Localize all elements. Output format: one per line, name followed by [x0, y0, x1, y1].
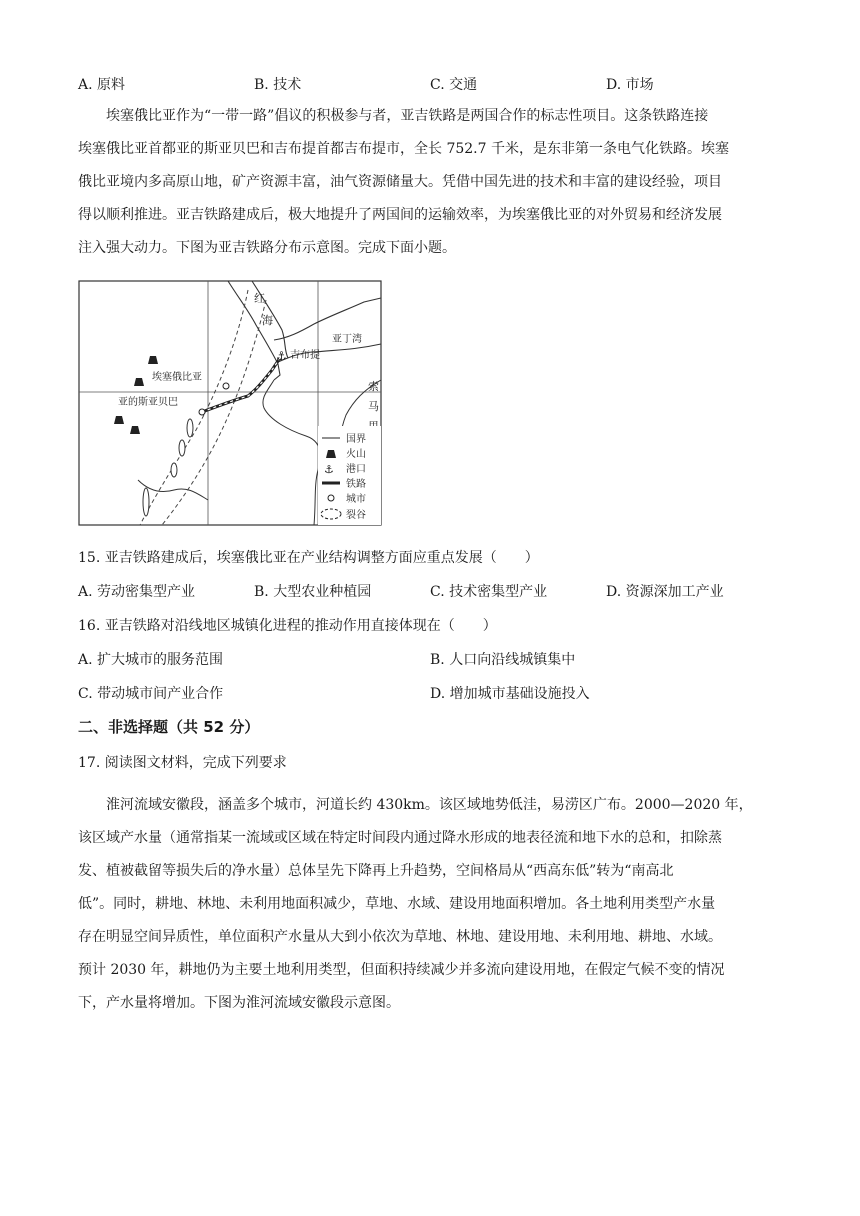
legend-city: 城市: [346, 494, 366, 505]
q16-option-b: B. 人口向沿线城镇集中: [430, 652, 576, 668]
q17-stem: 17. 阅读图文材料，完成下列要求: [78, 755, 287, 771]
q15-option-b: B. 大型农业种植园: [254, 584, 372, 600]
label-red-sea-1: 红: [254, 292, 265, 305]
lake: [171, 463, 177, 477]
label-red-sea-2: 海: [262, 314, 273, 327]
legend-railway: 铁路: [346, 479, 366, 490]
q14-option-c: C. 交通: [430, 77, 478, 93]
passage-line: 低”。同时，耕地、林地、未利用地面积减少，草地、水域、建设用地面积增加。各土地利用类型产水量: [78, 896, 716, 912]
passage-line: 淮河流域安徽段，涵盖多个城市，河道长约 430km。该区域地势低洼，易涝区广布。2000—2020 年，: [106, 797, 753, 813]
legend-city-symbol: [328, 495, 334, 501]
label-somalia-1: 索: [368, 380, 379, 393]
section-heading: 二、非选择题（共 52 分）: [78, 718, 260, 736]
q16-option-d: D. 增加城市基础设施投入: [430, 686, 590, 702]
passage-line: 埃塞俄比亚首都亚的斯亚贝巴和吉布提首都吉布提市，全长 752.7 千米，是东非第一条电气化铁路。埃塞: [78, 141, 729, 157]
city: [223, 383, 229, 389]
passage-line: 下，产水量将增加。下图为淮河流域安徽段示意图。: [78, 995, 400, 1011]
passage-line: 埃塞俄比亚作为“一带一路”倡议的积极参与者，亚吉铁路是两国合作的标志性项目。这条铁路连接: [106, 108, 709, 124]
railway-map-svg: [78, 280, 384, 528]
passage-railway: [78, 100, 784, 265]
passage-line: 该区域产水量（通常指某一流域或区域在特定时间段内通过降水形成的地表径流和地下水的总和，扣除蒸: [78, 830, 722, 846]
passage-huaihe: [78, 789, 784, 1020]
lake: [187, 419, 193, 437]
railway-map: [78, 280, 384, 528]
legend-port-icon: ⚓: [324, 463, 334, 476]
lake: [143, 488, 149, 516]
label-djibouti: 吉布提: [290, 350, 320, 361]
q14-option-d: D. 市场: [606, 77, 654, 93]
q16-option-a: A. 扩大城市的服务范围: [78, 652, 224, 668]
passage-line: 注入强大动力。下图为亚吉铁路分布示意图。完成下面小题。: [78, 240, 456, 256]
q14-option-a: A. 原料: [78, 77, 126, 93]
label-gulf: 亚丁湾: [332, 334, 362, 345]
q14-option-b: B. 技术: [254, 77, 302, 93]
legend-border: 国界: [346, 434, 366, 445]
passage-line: 得以顺利推进。亚吉铁路建成后，极大地提升了两国间的运输效率，为埃塞俄比亚的对外贸易和经济发展: [78, 207, 722, 223]
q15-option-a: A. 劳动密集型产业: [78, 584, 196, 600]
legend-port: 港口: [346, 464, 366, 475]
lake: [179, 440, 185, 456]
legend-volcano: 火山: [346, 449, 366, 460]
q15-option-c: C. 技术密集型产业: [430, 584, 548, 600]
passage-line: 俄比亚境内多高原山地，矿产资源丰富，油气资源储量大。凭借中国先进的技术和丰富的建设经验，项目: [78, 174, 722, 190]
label-ethiopia: 埃塞俄比亚: [152, 372, 202, 383]
passage-line: 发、植被截留等损失后的净水量）总体呈先下降再上升趋势，空间格局从“西高东低”转为“南高北: [78, 863, 674, 879]
passage-line: 存在明显空间异质性，单位面积产水量从大到小依次为草地、林地、建设用地、未利用地、耕地、水域。: [78, 929, 722, 945]
port-icon: ⚓: [276, 349, 287, 363]
q16-option-c: C. 带动城市间产业合作: [78, 686, 224, 702]
legend-rift: 裂谷: [346, 510, 366, 521]
passage-line: 预计 2030 年，耕地仍为主要土地利用类型，但面积持续减少并多流向建设用地，在假定气候不变的情况: [78, 962, 725, 978]
label-addis: 亚的斯亚贝巴: [118, 397, 178, 408]
city-addis: [199, 409, 205, 415]
label-somalia-2: 马: [368, 400, 379, 413]
q15-stem: 15. 亚吉铁路建成后，埃塞俄比亚在产业结构调整方面应重点发展（ ）: [78, 550, 539, 566]
q15-option-d: D. 资源深加工产业: [606, 584, 724, 600]
q16-stem: 16. 亚吉铁路对沿线地区城镇化进程的推动作用直接体现在（ ）: [78, 618, 497, 634]
